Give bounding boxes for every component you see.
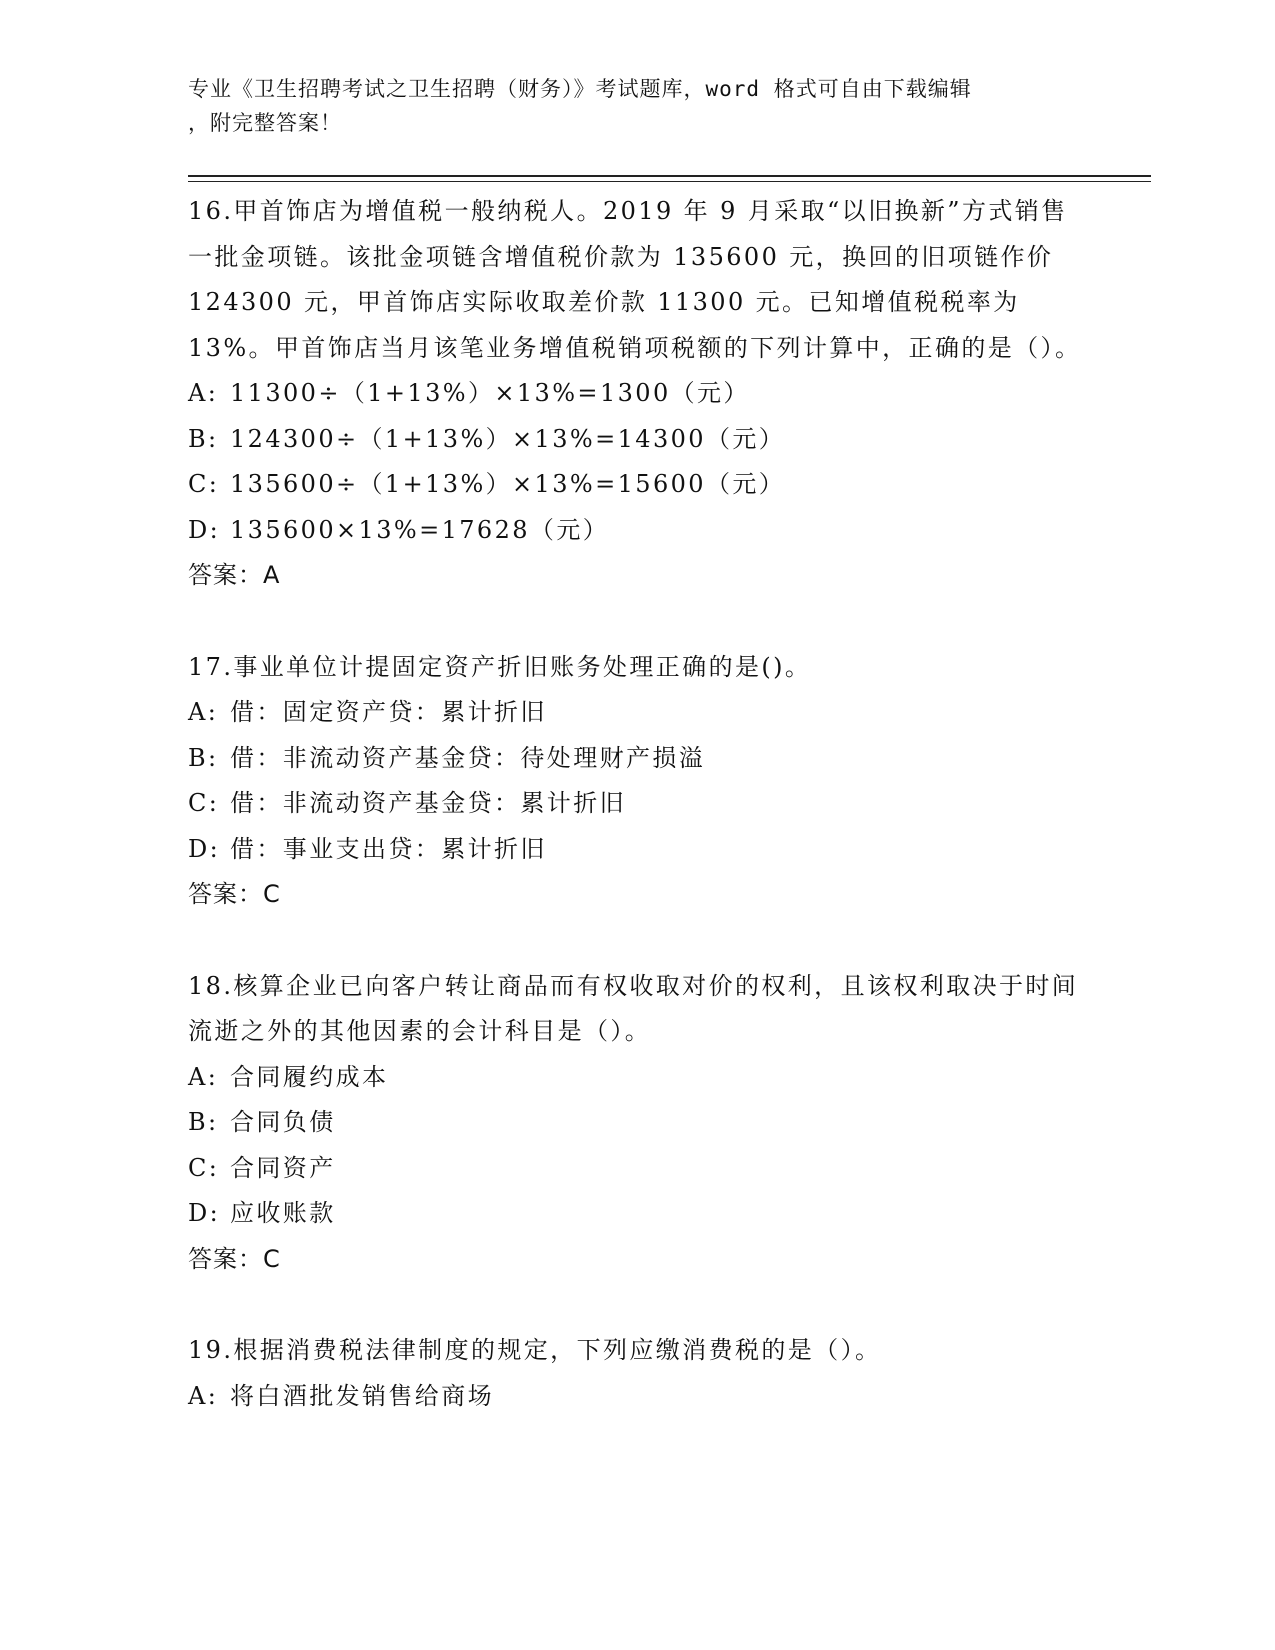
answer-line: 答案：C: [188, 880, 281, 908]
option-letter: B:: [188, 743, 219, 772]
option-a: [188, 1055, 1088, 1101]
question-17: [188, 645, 1088, 918]
option-text: 124300÷（1+13%）×13%=14300（元）: [230, 424, 786, 453]
header-line-2: ，附完整答案！: [188, 111, 342, 135]
question-stem: 17.事业单位计提固定资产折旧账务处理正确的是()。: [188, 652, 812, 681]
header-divider-thick: [188, 175, 1151, 177]
question-stem: 16.甲首饰店为增值税一般纳税人。2019 年 9 月采取“以旧换新”方式销售一批金项链。该批金项链含增值税价款为 135600 元，换回的旧项链作价 124300 元，甲首饰店实际收取差价款 11300 元。已知增值税税率为 13%。甲首饰店当月该笔业务增值税销项税额的下列计算中，正确的是（）。: [188, 197, 1082, 362]
document-header: [188, 72, 1088, 140]
option-d: [188, 508, 1088, 554]
question-19: [188, 1328, 1088, 1419]
option-text: 借：非流动资产基金贷：待处理财产损溢: [230, 743, 706, 772]
option-letter: D:: [188, 1199, 221, 1227]
option-b: [188, 417, 1088, 463]
option-letter: A:: [188, 379, 219, 407]
header-divider-thin: [188, 181, 1151, 182]
answer-line: 答案：A: [188, 561, 281, 589]
option-text: 135600×13%=17628（元）: [230, 515, 610, 544]
option-d: [188, 1191, 1088, 1237]
option-letter: D:: [188, 515, 221, 544]
option-text: 借：非流动资产基金贷：累计折旧: [230, 789, 626, 817]
option-c: [188, 1146, 1088, 1192]
option-letter: A:: [188, 698, 219, 726]
question-stem: 19.根据消费税法律制度的规定，下列应缴消费税的是（）。: [188, 1336, 882, 1364]
option-text: 11300÷（1+13%）×13%=1300（元）: [230, 379, 750, 407]
option-text: 合同负债: [230, 1108, 336, 1136]
option-text: 借：事业支出贷：累计折旧: [230, 834, 547, 863]
option-a: [188, 1374, 1088, 1420]
option-text: 应收账款: [230, 1199, 336, 1227]
option-letter: C:: [188, 1153, 220, 1182]
option-a: [188, 371, 1088, 417]
option-text: 合同资产: [230, 1153, 336, 1182]
option-letter: A:: [188, 1062, 219, 1091]
header-line-1: 专业《卫生招聘考试之卫生招聘（财务）》考试题库，word 格式可自由下载编辑: [188, 77, 972, 101]
option-c: [188, 462, 1088, 508]
option-text: 合同履约成本: [230, 1062, 389, 1091]
option-letter: C:: [188, 470, 220, 498]
question-stem: 18.核算企业已向客户转让商品而有权收取对价的权利，且该权利取决于时间流逝之外的其他因素的会计科目是（）。: [188, 971, 1079, 1045]
option-text: 借：固定资产贷：累计折旧: [230, 698, 547, 726]
answer-line: 答案：C: [188, 1244, 281, 1273]
question-16: [188, 189, 1088, 599]
option-letter: B:: [188, 424, 219, 453]
option-b: [188, 1100, 1088, 1146]
option-text: 将白酒批发销售给商场: [230, 1381, 494, 1410]
option-letter: B:: [188, 1108, 219, 1136]
option-letter: A:: [188, 1381, 219, 1410]
option-letter: C:: [188, 789, 220, 817]
option-c: [188, 781, 1088, 827]
question-18: [188, 964, 1088, 1283]
option-d: [188, 827, 1088, 873]
option-letter: D:: [188, 834, 221, 863]
option-text: 135600÷（1+13%）×13%=15600（元）: [230, 470, 786, 498]
option-b: [188, 736, 1088, 782]
question-list: [188, 189, 1088, 1465]
option-a: [188, 690, 1088, 736]
